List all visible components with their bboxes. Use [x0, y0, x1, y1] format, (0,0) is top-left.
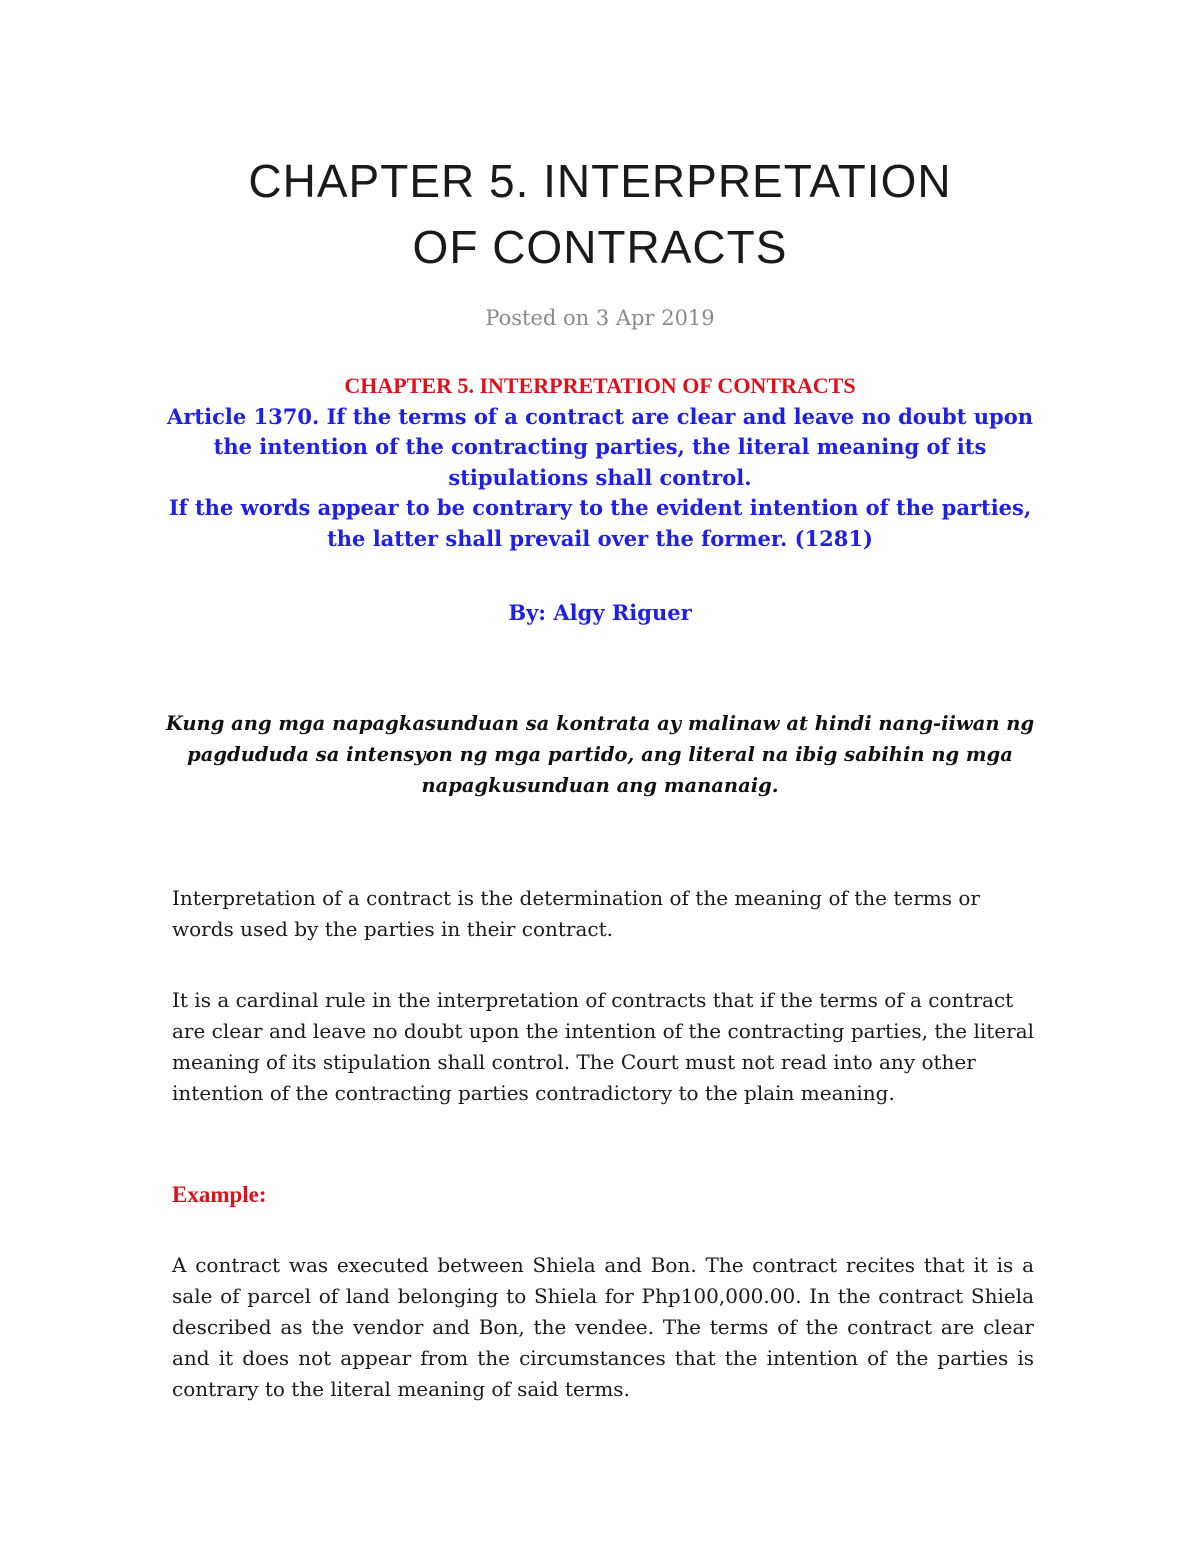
chapter-heading: CHAPTER 5. INTERPRETATION OF CONTRACTS: [344, 373, 856, 398]
page-title-line-2: OF CONTRACTS: [412, 221, 788, 273]
example-heading: Example:: [172, 1182, 267, 1207]
article-text-1: Article 1370. If the terms of a contract are clear and leave no doubt upon the intention of the contracting parties, the literal meaning of its stipulations shall control.: [167, 403, 1033, 490]
page-title: [0, 148, 1200, 280]
page-title-line-1: CHAPTER 5. INTERPRETATION: [248, 155, 952, 207]
tagalog-translation: Kung ang mga napagkasunduan sa kontrata ay malinaw at hindi nang-iiwan ng pagdududa sa intensyon ng mga partido, ang literal na ibig sabihin ng mga napagkusunduan ang mananaig.: [165, 712, 1035, 797]
article-text-2: If the words appear to be contrary to the evident intention of the parties, the latter shall prevail over the former. (1281): [168, 495, 1032, 551]
article-heading-block: [160, 371, 1040, 554]
posted-date: Posted on 3 Apr 2019: [485, 306, 715, 330]
paragraph-definition: Interpretation of a contract is the determination of the meaning of the terms or words used by the parties in their contract.: [172, 886, 980, 941]
paragraph-example: A contract was executed between Shiela and Bon. The contract recites that it is a sale of parcel of land belonging to Shiela for Php100,000.00. In the contract Shiela described as the vendor and Bon, the vendee. The terms of the contract are clear and it does not appear from the circumstances that the intention of the parties is contrary to the literal meaning of said terms.: [172, 1253, 1034, 1401]
author-byline: By: Algy Riguer: [508, 600, 692, 625]
paragraph-cardinal-rule: It is a cardinal rule in the interpretation of contracts that if the terms of a contract are clear and leave no doubt upon the intention of the contracting parties, the literal meaning of its stipulation shall control. The Court must not read into any other intention of the contracting parties contradictory to the plain meaning.: [172, 988, 1035, 1105]
